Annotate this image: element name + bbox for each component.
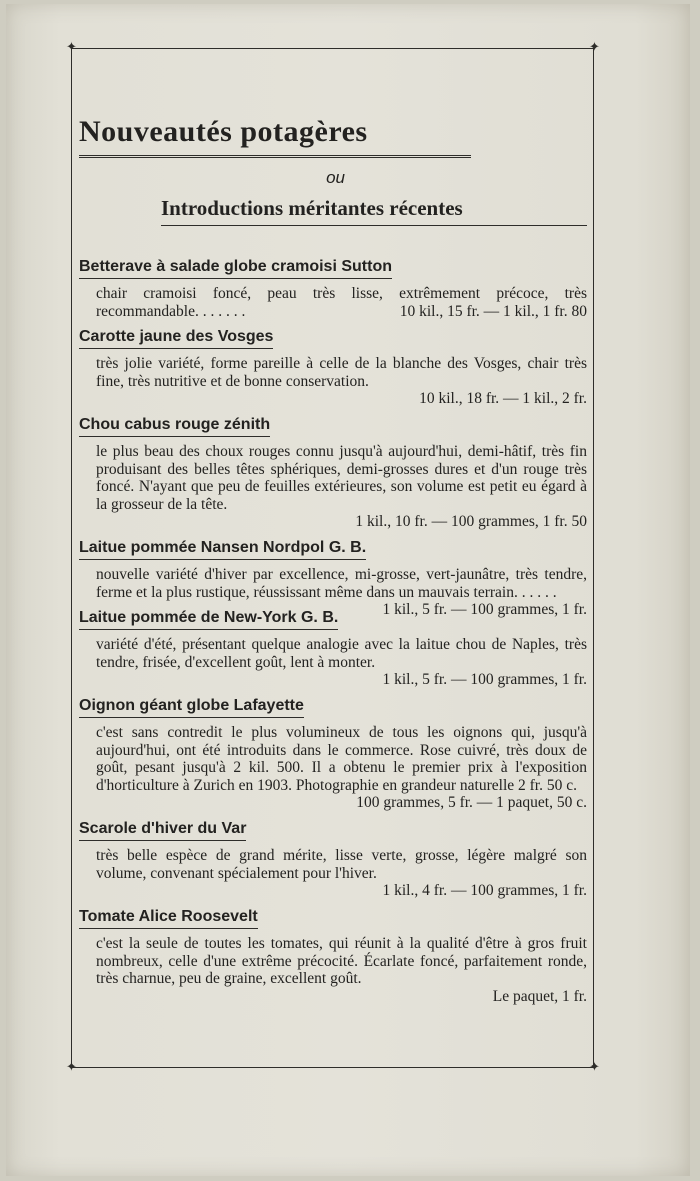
entry-oignon	[79, 697, 587, 812]
entry-price: 1 kil., 5 fr. — 100 grammes, 1 fr.	[382, 601, 587, 618]
entry-price: 100 grammes, 5 fr. — 1 paquet, 50 c.	[356, 794, 587, 811]
entry-description: c'est la seule de toutes les tomates, qui réunit à la qualité d'être à gros fruit nombreux, celle d'une extrême précocité. Écarlate foncé, parfaitement ronde, très charnue, peu de graine, excellent goût.	[96, 935, 587, 987]
entry-betterave	[79, 258, 587, 320]
entry-name: Laitue pommée Nansen Nordpol G. B.	[79, 539, 366, 560]
entry-carotte	[79, 328, 587, 408]
entry-name: Oignon géant globe Lafayette	[79, 697, 304, 718]
entry-description	[96, 566, 587, 618]
entry-name: Carotte jaune des Vosges	[79, 328, 273, 349]
entry-description	[96, 285, 587, 320]
entry-description-text: chair cramoisi foncé, peau très lisse, extrêmement précoce, très recommandable. . . . . . .	[96, 285, 587, 320]
entry-description: très jolie variété, forme pareille à celle de la blanche des Vosges, chair très fine, très nutritive et de bonne conservation.	[96, 355, 587, 390]
entry-description: c'est sans contredit le plus volumineux de tous les oignons qui, jusqu'à aujourd'hui, ont été introduits dans le commerce. Rose cuivré, très doux de goût, pesant jusqu'à 2 kil. 500. Il a obtenu le premier prix à l'exposition d'horticulture à Zurich en 1903. Photographie en grandeur naturelle 2 fr. 50 c.	[96, 724, 587, 794]
entry-price: 10 kil., 18 fr. — 1 kil., 2 fr.	[419, 390, 587, 407]
corner-ornament-top-right: ✦	[589, 40, 600, 55]
entry-chou	[79, 416, 587, 531]
entry-price: 1 kil., 4 fr. — 100 grammes, 1 fr.	[382, 882, 587, 899]
corner-ornament-bottom-left: ✦	[66, 1060, 77, 1075]
catalog-content	[79, 60, 587, 1014]
entry-list	[79, 258, 587, 1006]
entry-scarole	[79, 820, 587, 900]
entry-description-text: nouvelle variété d'hiver par excellence, mi-grosse, vert-jaunâtre, très tendre, ferme et la plus rustique, réussissant même dans un mauvais terrain. . . . . .	[96, 566, 587, 601]
title-connector: ou	[326, 168, 345, 187]
corner-ornament-top-left: ✦	[66, 40, 77, 55]
entry-laitue-new-york	[79, 609, 587, 689]
entry-description: variété d'été, présentant quelque analogie avec la laitue chou de Naples, très tendre, frisée, d'excellent goût, lent à monter.	[96, 636, 587, 671]
entry-price: 10 kil., 15 fr. — 1 kil., 1 fr. 80	[399, 302, 587, 320]
entry-tomate	[79, 908, 587, 1006]
entry-description: très belle espèce de grand mérite, lisse verte, grosse, légère malgré son volume, convenant spécialement pour l'hiver.	[96, 847, 587, 882]
entry-name: Tomate Alice Roosevelt	[79, 908, 258, 929]
entry-name: Chou cabus rouge zénith	[79, 416, 270, 437]
entry-name: Scarole d'hiver du Var	[79, 820, 246, 841]
entry-price: 1 kil., 10 fr. — 100 grammes, 1 fr. 50	[355, 513, 587, 530]
entry-name: Laitue pommée de New-York G. B.	[79, 609, 338, 630]
page-subtitle: Introductions méritantes récentes	[161, 196, 587, 226]
page-title: Nouveautés potagères	[79, 115, 471, 158]
corner-ornament-bottom-right: ✦	[589, 1060, 600, 1075]
entry-price: Le paquet, 1 fr.	[492, 987, 587, 1005]
entry-price: 1 kil., 5 fr. — 100 grammes, 1 fr.	[382, 671, 587, 688]
entry-description: le plus beau des choux rouges connu jusqu'à aujourd'hui, demi-hâtif, très fin produisant des belles têtes sphériques, demi-grosses dures et d'un rouge très foncé. N'ayant que peu de feuilles extérieures, son volume est petit eu égard à la grosseur de la tête.	[96, 443, 587, 513]
entry-name: Betterave à salade globe cramoisi Sutton	[79, 258, 392, 279]
